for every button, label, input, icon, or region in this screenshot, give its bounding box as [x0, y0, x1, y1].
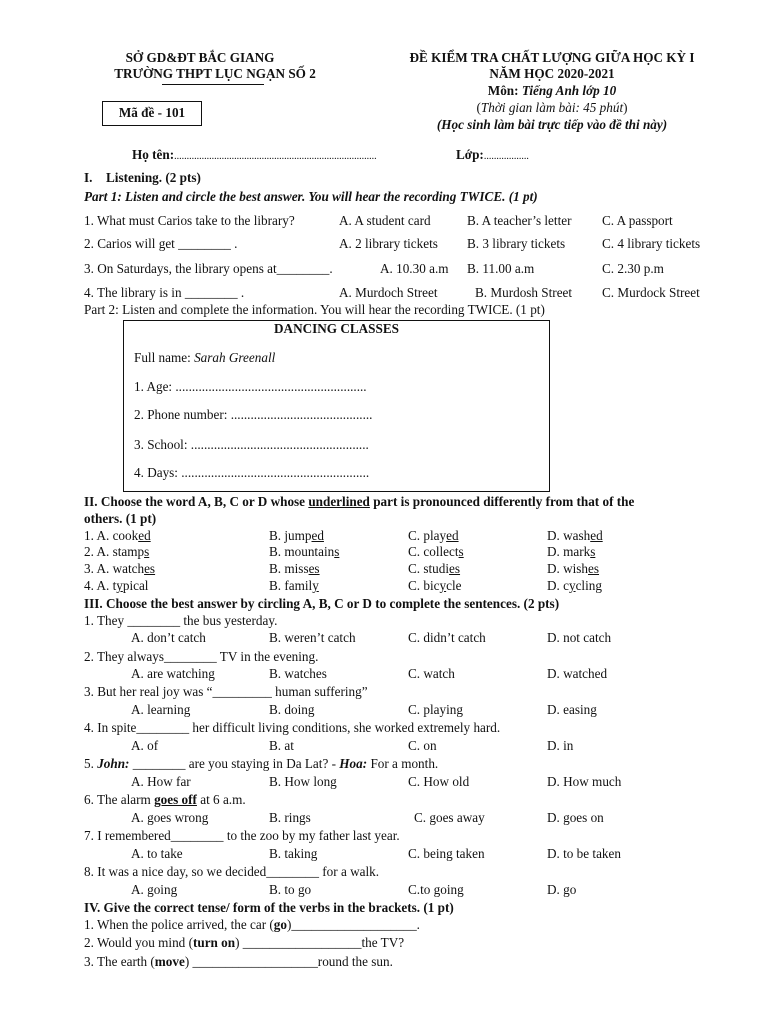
option-b[interactable]: B. family	[269, 578, 319, 593]
option-a[interactable]: A. are watching	[131, 666, 215, 681]
option-c[interactable]: C. goes away	[414, 810, 485, 825]
option-c[interactable]: C. Murdock Street	[602, 285, 700, 300]
option-b[interactable]: B. at	[269, 738, 294, 753]
verb: go	[273, 917, 287, 932]
student-name-dots: .................................................................................	[174, 151, 377, 162]
option-b[interactable]: B. A teacher’s letter	[467, 213, 572, 228]
subject-line	[372, 83, 732, 100]
question-2-stem: 2. They always________ TV in the evening.	[84, 649, 319, 664]
section-3-heading: III. Choose the best answer by circling A, B, C or D to complete the sentences. (2 pts)	[84, 596, 560, 611]
section-4-heading: IV. Give the correct tense/ form of the verbs in the brackets. (1 pt)	[84, 900, 454, 915]
option-d[interactable]: D. easing	[547, 702, 597, 717]
section-2-heading-cont: others. (1 pt)	[84, 511, 157, 526]
full-name-label: Full name:	[134, 350, 195, 365]
option-c[interactable]: C. How old	[408, 774, 470, 789]
option-d[interactable]: D. washed	[547, 528, 603, 543]
exam-code: Mã đề - 101	[118, 105, 186, 120]
option-a[interactable]: A. 2 library tickets	[339, 236, 438, 251]
subject-label: Môn:	[487, 83, 522, 98]
subject-value: Tiếng Anh lớp 10	[521, 83, 617, 98]
heading-underlined: underlined	[308, 494, 370, 509]
time-open-paren: (	[476, 100, 481, 115]
student-name-label: Họ tên:	[132, 147, 175, 162]
option-a[interactable]: 3. A. watches	[84, 561, 156, 576]
verb: move	[154, 954, 185, 969]
option-b[interactable]: B. Murdosh Street	[475, 285, 573, 300]
question-5-options	[0, 774, 768, 792]
question-8-stem: 8. It was a nice day, so we decided________ for a walk.	[84, 864, 380, 879]
option-b[interactable]: B. 11.00 a.m	[467, 261, 535, 276]
option-b[interactable]: B. rings	[269, 810, 311, 825]
option-b[interactable]: B. doing	[269, 702, 315, 717]
department-name: SỞ GD&ĐT BẮC GIANG	[125, 50, 275, 65]
option-b[interactable]: B. taking	[269, 846, 318, 861]
option-a[interactable]: 2. A. stamps	[84, 544, 150, 559]
option-d[interactable]: D. goes on	[547, 810, 604, 825]
time-value: Thời gian làm bài: 45 phút	[480, 100, 624, 115]
option-c[interactable]: C. studies	[408, 561, 461, 576]
option-d[interactable]: D. wishes	[547, 561, 600, 576]
question-2-options	[0, 666, 768, 684]
option-c[interactable]: C.to going	[408, 882, 464, 897]
verb-question-3[interactable]: 3. The earth (move) ___________________round the sun.	[84, 954, 393, 969]
time-close-paren: )	[623, 100, 628, 115]
class-dots: ..................	[483, 151, 529, 162]
part-1-instruction: Part 1: Listen and circle the best answer. You will hear the recording TWICE. (1 pt)	[84, 189, 538, 204]
full-name-value: Sarah Greenall	[194, 350, 276, 365]
option-a[interactable]: A. of	[131, 738, 159, 753]
speaker-hoa: Hoa:	[339, 756, 368, 771]
option-a[interactable]: 4. A. typical	[84, 578, 149, 593]
highlighted-phrase: goes off	[154, 792, 197, 807]
question-stem: 3. On Saturdays, the library opens at________.	[84, 261, 333, 276]
option-d[interactable]: D. in	[547, 738, 574, 753]
option-b[interactable]: B. mountains	[269, 544, 340, 559]
question-5-stem: 5. John: ________ are you staying in Da Lat? - Hoa: For a month.	[84, 756, 439, 771]
option-a[interactable]: A. to take	[131, 846, 183, 861]
option-b[interactable]: B. 3 library tickets	[467, 236, 566, 251]
option-d[interactable]: D. watched	[547, 666, 608, 681]
question-8-options	[0, 882, 768, 900]
question-stem: 2. Carios will get ________ .	[84, 236, 238, 251]
student-name-line[interactable]	[132, 147, 377, 164]
question-1-stem: 1. They ________ the bus yesterday.	[84, 613, 278, 628]
dancing-classes-form	[123, 320, 550, 492]
option-d[interactable]: D. cycling	[547, 578, 602, 593]
option-b[interactable]: B. to go	[269, 882, 312, 897]
option-a[interactable]: 1. A. cooked	[84, 528, 151, 543]
option-a[interactable]: A. learning	[131, 702, 191, 717]
section-1-heading: I.  Listening. (2 pts)	[84, 170, 201, 185]
option-c[interactable]: C. played	[408, 528, 459, 543]
option-d[interactable]: D. to be taken	[547, 846, 621, 861]
section-2-heading	[84, 494, 634, 511]
option-c[interactable]: C. didn’t catch	[408, 630, 486, 645]
option-c[interactable]: C. on	[408, 738, 437, 753]
option-a[interactable]: A. don’t catch	[131, 630, 206, 645]
option-a[interactable]: A. goes wrong	[131, 810, 209, 825]
question-7-options	[0, 846, 768, 864]
question-4-stem: 4. In spite________ her difficult living conditions, she worked extremely hard.	[84, 720, 501, 735]
option-c[interactable]: C. bicycle	[408, 578, 462, 593]
pronunciation-row-3	[0, 561, 768, 579]
option-b[interactable]: B. misses	[269, 561, 320, 576]
option-c[interactable]: C. watch	[408, 666, 455, 681]
age-field[interactable]: 1. Age: ..........................................................	[134, 379, 367, 394]
listening-question-1	[0, 213, 768, 231]
option-a[interactable]: A. 10.30 a.m	[380, 261, 449, 276]
school-year: NĂM HỌC 2020-2021	[489, 66, 615, 81]
pronunciation-row-2	[0, 544, 768, 562]
question-7-stem: 7. I remembered________ to the zoo by my father last year.	[84, 828, 400, 843]
pronunciation-row-4	[0, 578, 768, 596]
option-d[interactable]: D. go	[547, 882, 577, 897]
school-underline	[162, 84, 264, 85]
option-d[interactable]: D. not catch	[547, 630, 612, 645]
listening-question-3	[0, 261, 768, 279]
question-3-options	[0, 702, 768, 720]
days-field[interactable]: 4. Days: .........................................................	[134, 465, 370, 480]
option-c[interactable]: C. 2.30 p.m	[602, 261, 664, 276]
class-label: Lớp:	[456, 147, 484, 162]
question-6-options	[0, 810, 768, 828]
full-name-row	[134, 350, 275, 367]
school-name: TRƯỜNG THPT LỤC NGẠN SỐ 2	[114, 66, 316, 81]
school-field[interactable]: 3. School: ......................................................	[134, 437, 369, 452]
question-4-options	[0, 738, 768, 756]
option-b[interactable]: B. weren’t catch	[269, 630, 356, 645]
exam-title: ĐỀ KIỂM TRA CHẤT LƯỢNG GIỮA HỌC KỲ I	[409, 50, 695, 65]
question-6-stem: 6. The alarm goes off at 6 a.m.	[84, 792, 246, 807]
question-stem: 4. The library is in ________ .	[84, 285, 245, 300]
form-title: DANCING CLASSES	[274, 321, 399, 336]
verb-question-1[interactable]: 1. When the police arrived, the car (go)___________________.	[84, 917, 420, 932]
option-c[interactable]: C. being taken	[408, 846, 485, 861]
phone-field[interactable]: 2. Phone number: ...........................................	[134, 407, 373, 422]
option-c[interactable]: C. 4 library tickets	[602, 236, 701, 251]
question-1-options	[0, 630, 768, 648]
class-line[interactable]	[456, 147, 529, 164]
option-d[interactable]: D. How much	[547, 774, 622, 789]
part-2-instruction: Part 2: Listen and complete the information. You will hear the recording TWICE. (1 pt)	[84, 302, 545, 317]
verb: turn on	[192, 935, 236, 950]
option-a[interactable]: A. A student card	[339, 213, 431, 228]
instruction-note: (Học sinh làm bài trực tiếp vào đề thi này)	[436, 117, 668, 132]
option-c[interactable]: C. A passport	[602, 213, 673, 228]
option-c[interactable]: C. playing	[408, 702, 463, 717]
listening-question-2	[0, 236, 768, 254]
option-d[interactable]: D. marks	[547, 544, 596, 559]
option-b[interactable]: B. jumped	[269, 528, 324, 543]
speaker-john: John:	[97, 756, 130, 771]
verb-question-2[interactable]: 2. Would you mind (turn on) __________________the TV?	[84, 935, 405, 950]
option-c[interactable]: C. collects	[408, 544, 464, 559]
exam-code-box	[102, 101, 202, 126]
option-a[interactable]: A. going	[131, 882, 178, 897]
option-a[interactable]: A. Murdoch Street	[339, 285, 438, 300]
option-b[interactable]: B. watches	[269, 666, 327, 681]
option-b[interactable]: B. How long	[269, 774, 337, 789]
heading-part: part is pronounced differently from that of the	[369, 494, 635, 509]
question-stem: 1. What must Carios take to the library?	[84, 213, 295, 228]
question-3-stem: 3. But her real joy was “_________ human suffering”	[84, 684, 368, 699]
heading-part: II. Choose the word A, B, C or D whose	[84, 494, 309, 509]
time-line	[372, 100, 732, 117]
option-a[interactable]: A. How far	[131, 774, 191, 789]
listening-question-4	[0, 285, 768, 303]
